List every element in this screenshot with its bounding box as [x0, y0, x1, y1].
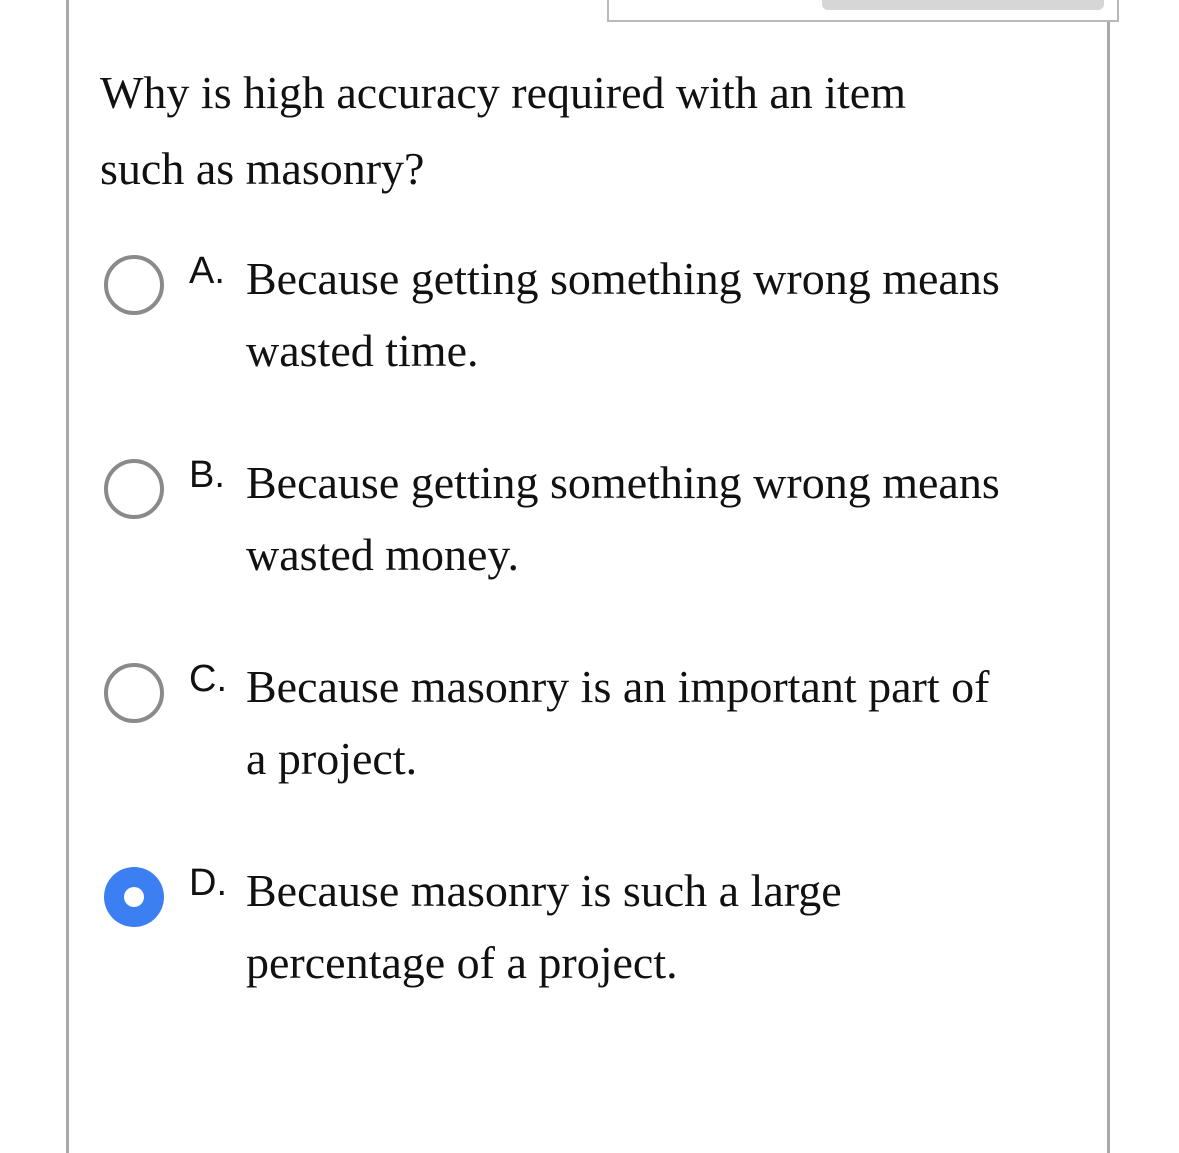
option-letter-a: A.	[189, 250, 225, 292]
option-text-d[interactable]: Because masonry is such a large percentage of a project.	[246, 865, 842, 988]
option-b[interactable]	[104, 454, 1004, 609]
option-letter-d: D.	[189, 862, 227, 904]
option-letter-c: C.	[189, 658, 227, 700]
radio-button-a[interactable]	[104, 255, 164, 315]
top-progress-bar	[822, 0, 1104, 10]
option-letter-b: B.	[189, 454, 225, 496]
option-a[interactable]	[104, 250, 1004, 405]
option-text-a[interactable]: Because getting something wrong means wasted time.	[246, 253, 1000, 376]
option-text-c[interactable]: Because masonry is an important part of a project.	[246, 661, 990, 784]
question-text: Why is high accuracy required with an item such as masonry?	[100, 67, 906, 194]
radio-button-b[interactable]	[104, 459, 164, 519]
option-text-b[interactable]: Because getting something wrong means wasted money.	[246, 457, 1000, 580]
option-d[interactable]	[104, 862, 1004, 1017]
option-c[interactable]	[104, 658, 1004, 813]
radio-button-c[interactable]	[104, 663, 164, 723]
radio-button-d-selected[interactable]	[104, 867, 164, 927]
